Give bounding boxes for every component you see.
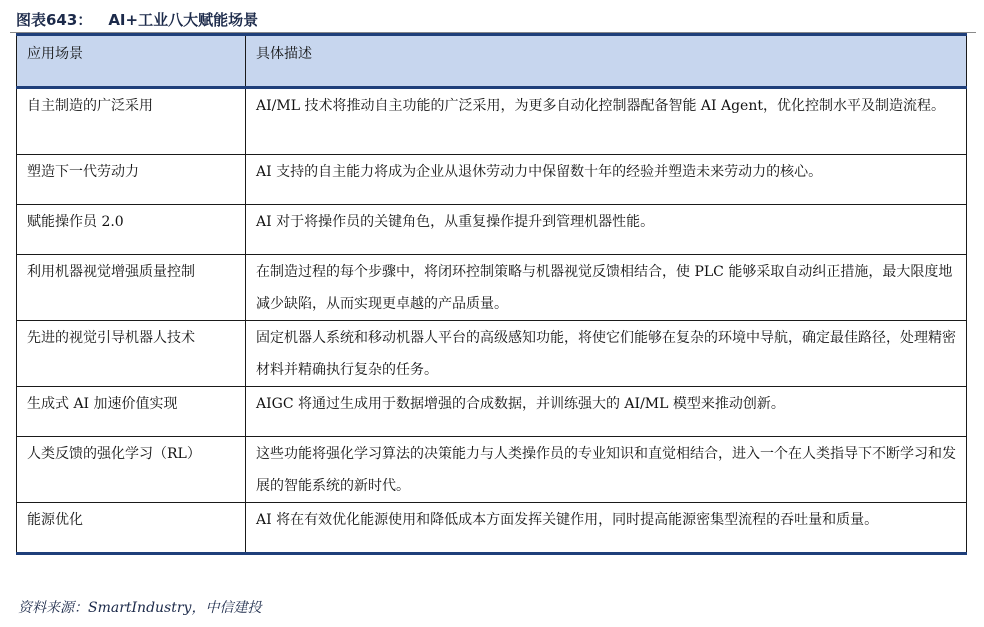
scene-cell: 先进的视觉引导机器人技术 (17, 321, 246, 387)
source-note: 资料来源：SmartIndustry，中信建投 (18, 600, 262, 616)
table-row (17, 503, 967, 554)
scene-cell: 塑造下一代劳动力 (17, 155, 246, 205)
scene-cell: 利用机器视觉增强质量控制 (17, 255, 246, 321)
description-cell: AI 将在有效优化能源使用和降低成本方面发挥关键作用，同时提高能源密集型流程的吞吐量和质量。 (246, 503, 967, 554)
table-row (17, 321, 967, 387)
scenes-table (16, 33, 967, 555)
scene-cell: 生成式 AI 加速价值实现 (17, 387, 246, 437)
table-row (17, 88, 967, 155)
table-row (17, 205, 967, 255)
scene-cell: 能源优化 (17, 503, 246, 554)
table-header-row (17, 35, 967, 88)
header-description: 具体描述 (246, 35, 967, 88)
figure-label: 图表643： (16, 11, 93, 29)
description-cell: AIGC 将通过生成用于数据增强的合成数据，并训练强大的 AI/ML 模型来推动创新。 (246, 387, 967, 437)
figure-title (16, 9, 258, 30)
scene-cell: 自主制造的广泛采用 (17, 88, 246, 155)
description-cell: 固定机器人系统和移动机器人平台的高级感知功能，将使它们能够在复杂的环境中导航，确定最佳路径，处理精密材料并精确执行复杂的任务。 (246, 321, 967, 387)
scene-cell: 赋能操作员 2.0 (17, 205, 246, 255)
table-row (17, 255, 967, 321)
table-row (17, 155, 967, 205)
description-cell: AI 对于将操作员的关键角色，从重复操作提升到管理机器性能。 (246, 205, 967, 255)
description-cell: 在制造过程的每个步骤中，将闭环控制策略与机器视觉反馈相结合，使 PLC 能够采取自动纠正措施，最大限度地减少缺陷，从而实现更卓越的产品质量。 (246, 255, 967, 321)
scene-cell: 人类反馈的强化学习（RL） (17, 437, 246, 503)
figure-title-bar (10, 6, 976, 33)
figure-title-text: AI+工业八大赋能场景 (108, 11, 259, 29)
description-cell: AI/ML 技术将推动自主功能的广泛采用，为更多自动化控制器配备智能 AI Agent，优化控制水平及制造流程。 (246, 88, 967, 155)
table-row (17, 387, 967, 437)
header-scene: 应用场景 (17, 35, 246, 88)
table-row (17, 437, 967, 503)
description-cell: 这些功能将强化学习算法的决策能力与人类操作员的专业知识和直觉相结合，进入一个在人类指导下不断学习和发展的智能系统的新时代。 (246, 437, 967, 503)
description-cell: AI 支持的自主能力将成为企业从退休劳动力中保留数十年的经验并塑造未来劳动力的核心。 (246, 155, 967, 205)
